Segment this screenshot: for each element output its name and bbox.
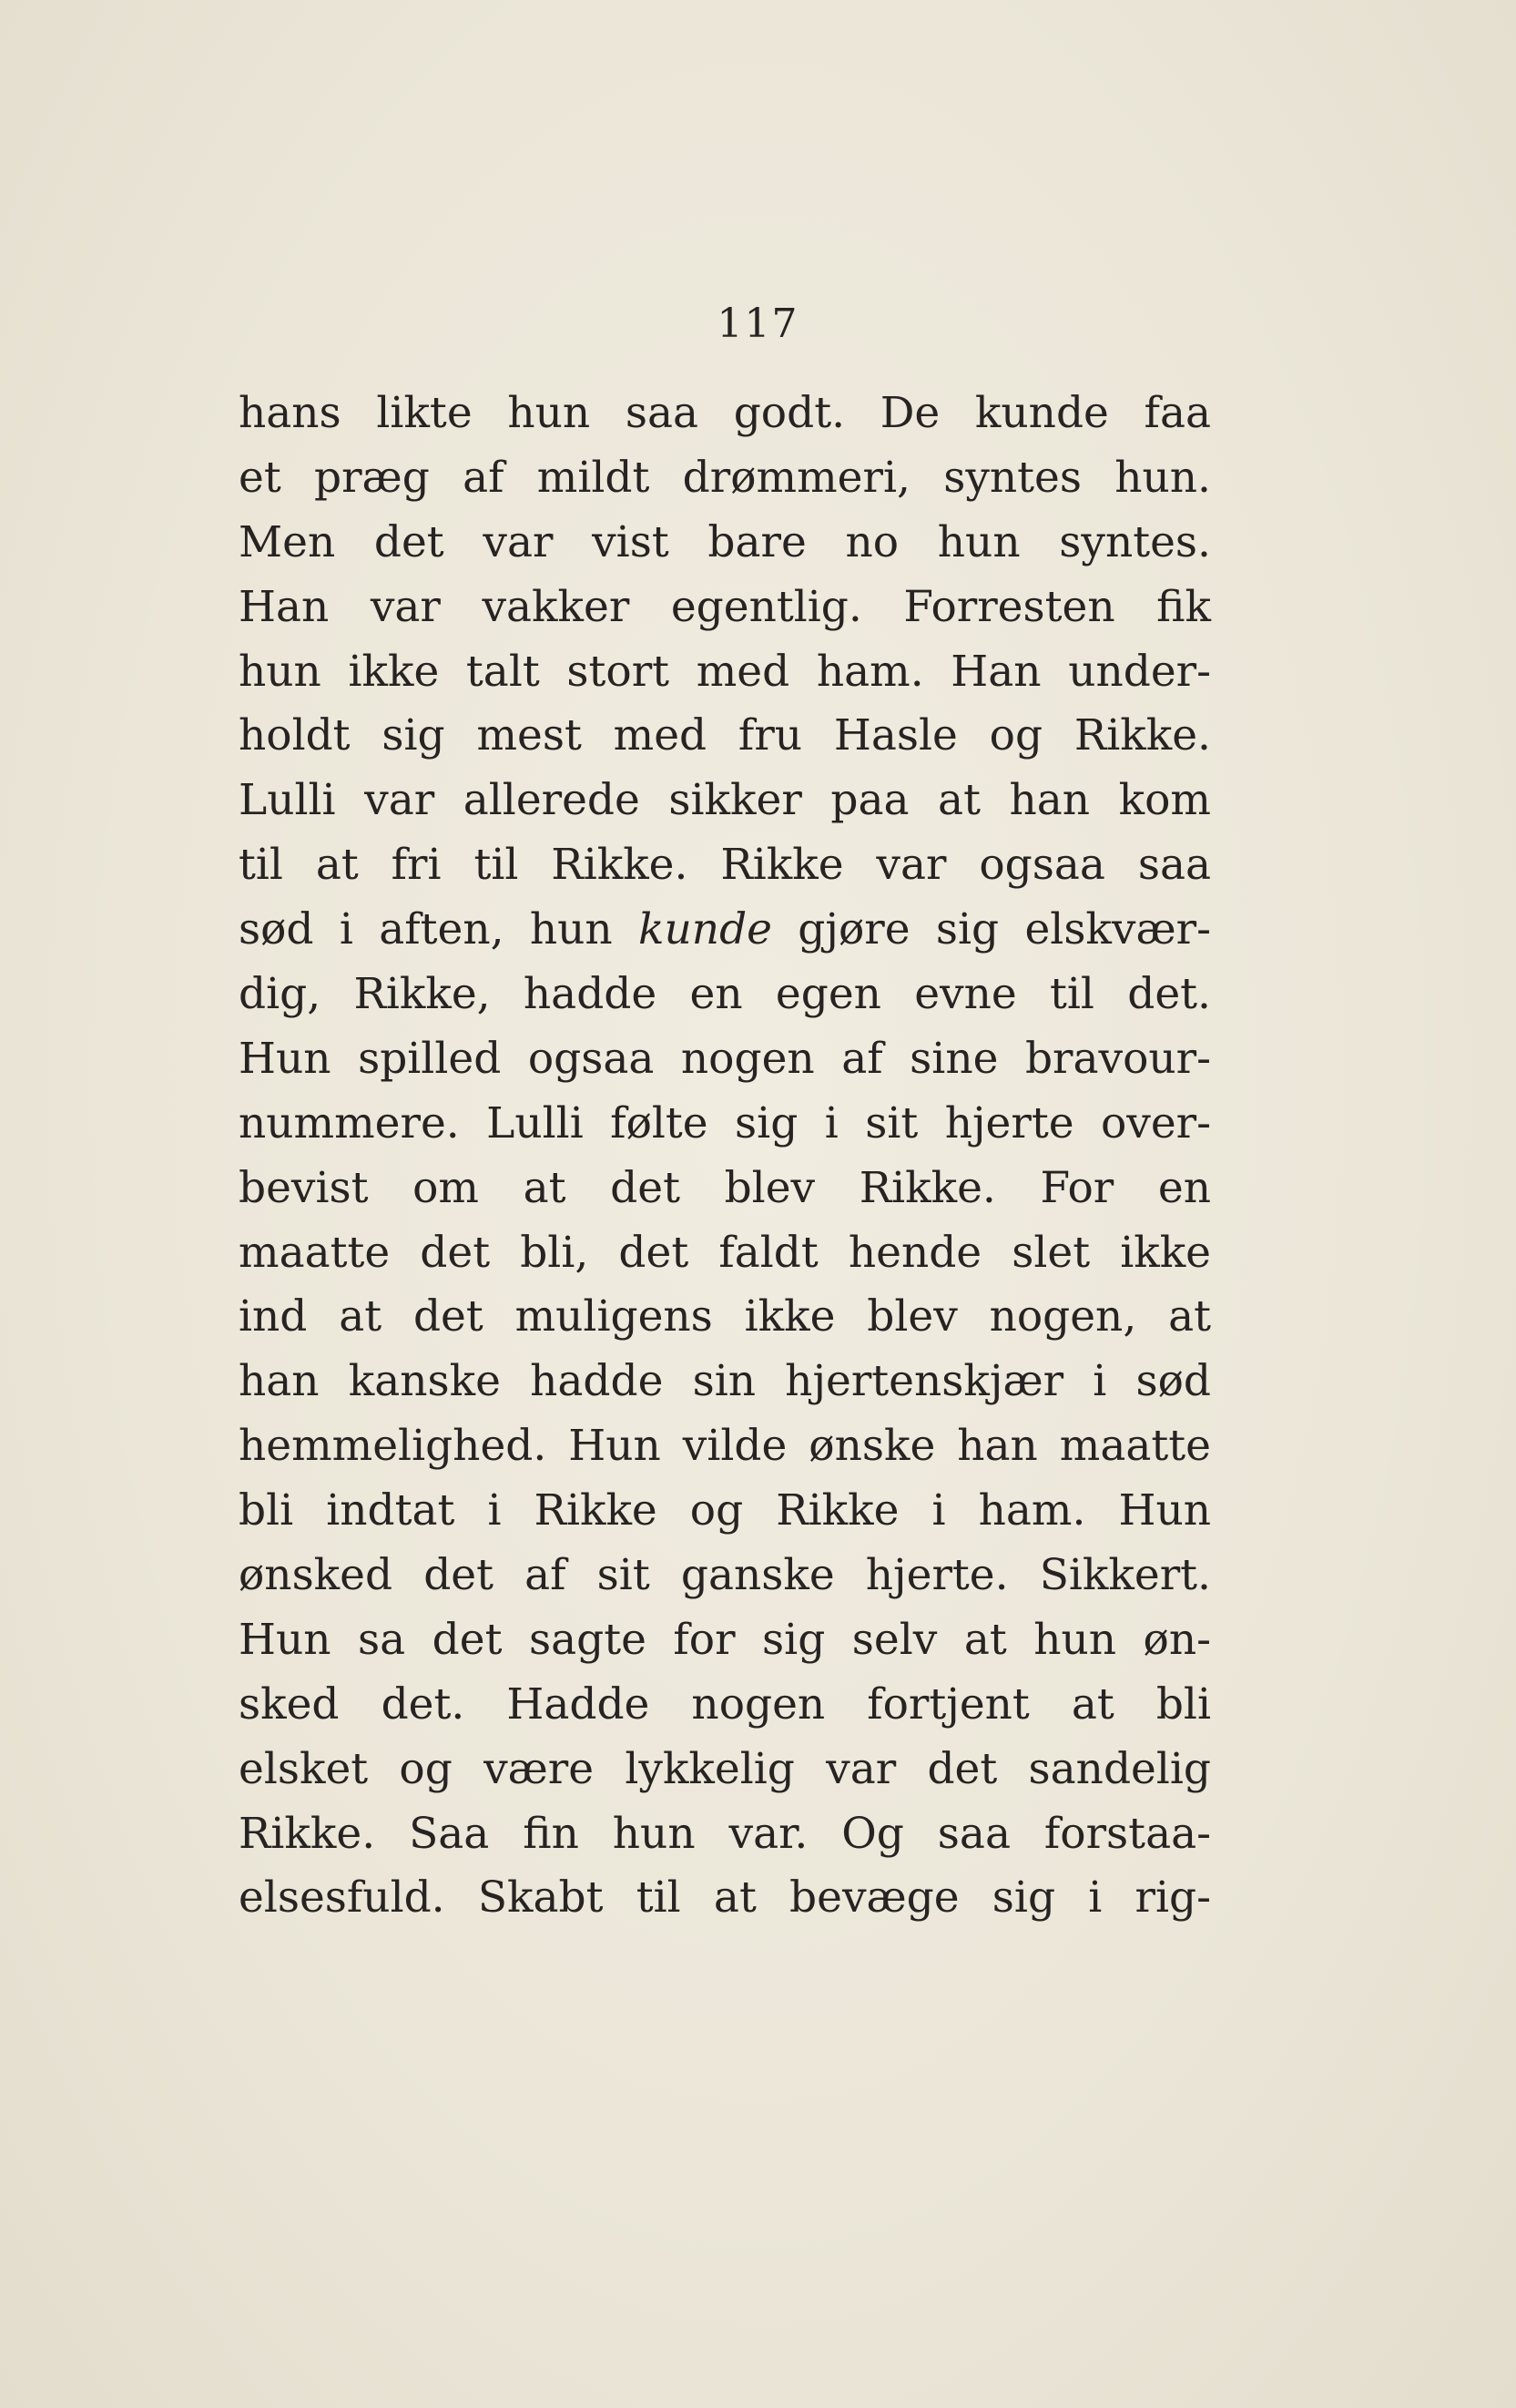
text-line: han kanske hadde sin hjertenskjær i sød bbox=[239, 1356, 1211, 1407]
text-line: til at fri til Rikke. Rikke var ogsaa saa bbox=[239, 840, 1211, 891]
text-line: elsket og være lykkelig var det sandelig bbox=[239, 1743, 1211, 1794]
text-line: Hun spilled ogsaa nogen af sine bravour- bbox=[239, 1033, 1211, 1084]
page-number: 117 bbox=[717, 301, 799, 347]
text-segment: sød i aften, hun bbox=[239, 904, 639, 955]
text-line: bli indtat i Rikke og Rikke i ham. Hun bbox=[239, 1485, 1211, 1536]
text-line: sked det. Hadde nogen fortjent at bli bbox=[239, 1678, 1211, 1729]
text-line: Rikke. Saa fin hun var. Og saa forstaa- bbox=[239, 1808, 1211, 1859]
text-line: nummere. Lulli følte sig i sit hjerte over- bbox=[239, 1097, 1211, 1148]
text-line: dig, Rikke, hadde en egen evne til det. bbox=[239, 969, 1211, 1020]
text-line: Hun sa det sagte for sig selv at hun øn- bbox=[239, 1614, 1211, 1665]
text-line: et præg af mildt drømmeri, syntes hun. bbox=[239, 452, 1211, 503]
text-segment: gjøre sig elskvær- bbox=[771, 904, 1211, 955]
text-line: Lulli var allerede sikker paa at han kom bbox=[239, 775, 1211, 826]
body-text bbox=[239, 382, 1211, 1931]
text-line: hemmelighed. Hun vilde ønske han maatte bbox=[239, 1421, 1211, 1472]
text-line: hans likte hun saa godt. De kunde faa bbox=[239, 388, 1211, 438]
text-line-with-italic bbox=[239, 898, 1211, 963]
text-line: ind at det muligens ikke blev nogen, at bbox=[239, 1291, 1211, 1342]
text-line: ønsked det af sit ganske hjerte. Sikkert. bbox=[239, 1550, 1211, 1601]
text-line: hun ikke talt stort med ham. Han under- bbox=[239, 646, 1211, 697]
text-line: holdt sig mest med fru Hasle og Rikke. bbox=[239, 710, 1211, 761]
text-line: bevist om at det blev Rikke. For en bbox=[239, 1162, 1211, 1213]
text-line: maatte det bli, det faldt hende slet ikke bbox=[239, 1227, 1211, 1278]
text-line: Han var vakker egentlig. Forresten fik bbox=[239, 581, 1211, 632]
text-line: Men det var vist bare no hun syntes. bbox=[239, 516, 1211, 567]
text-line: elsesfuld. Skabt til at bevæge sig i rig- bbox=[239, 1872, 1211, 1923]
italic-emphasis: kunde bbox=[638, 904, 772, 955]
